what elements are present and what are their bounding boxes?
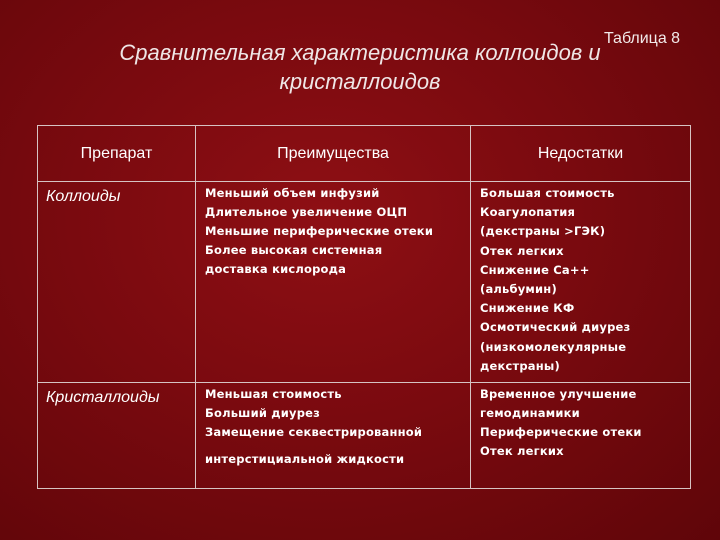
list-item: Меньший объем инфузий (205, 186, 380, 200)
table-row-colloids (38, 182, 691, 383)
list-item: Снижение Са++ (480, 262, 590, 277)
list-item: Отек легких (480, 243, 564, 258)
title-line-2: кристаллоидов (279, 69, 441, 94)
list-item: Меньшие периферические отеки (205, 224, 434, 238)
row-name-crystalloids: Кристаллоиды (38, 383, 196, 489)
list-item: Временное улучшение (480, 387, 637, 401)
list-item: Замещение секвестрированной (205, 425, 423, 439)
advantages-crystalloids (196, 383, 471, 489)
list-item: Меньшая стоимость (205, 387, 342, 401)
advantages-colloids (196, 182, 471, 383)
list-item: (альбумин) (480, 282, 557, 297)
disadvantages-colloids (471, 182, 691, 383)
header-preparation: Препарат (38, 126, 196, 182)
list-item: (низкомолекулярные (480, 339, 627, 354)
row-name-colloids: Коллоиды (38, 182, 196, 383)
list-item: Коагулопатия (480, 205, 576, 220)
header-row (38, 126, 691, 182)
comparison-table (37, 125, 691, 489)
list-item: Длительное увеличение ОЦП (205, 205, 408, 219)
list-item: Отек легких (480, 444, 564, 458)
title-line-1: Сравнительная характеристика коллоидов и (119, 40, 601, 65)
disadvantages-crystalloids (471, 383, 691, 489)
list-item: Большая стоимость (480, 186, 615, 200)
list-item: Периферические отеки (480, 425, 642, 439)
header-advantages: Преимущества (196, 126, 471, 182)
list-item: Более высокая системная (205, 243, 383, 257)
list-item: гемодинамики (480, 406, 580, 420)
list-item: Снижение КФ (480, 301, 575, 316)
slide-title (95, 38, 625, 96)
list-item: декстраны) (480, 358, 560, 373)
spacer (205, 442, 466, 450)
table-row-crystalloids (38, 383, 691, 489)
header-disadvantages: Недостатки (471, 126, 691, 182)
list-item: Осмотический диурез (480, 320, 631, 335)
list-item: интерстициальной жидкости (205, 452, 405, 466)
table-number: Таблица 8 (604, 30, 681, 47)
list-item: (декстраны >ГЭК) (480, 224, 606, 239)
list-item: доставка кислорода (205, 262, 347, 276)
list-item: Больший диурез (205, 406, 321, 420)
